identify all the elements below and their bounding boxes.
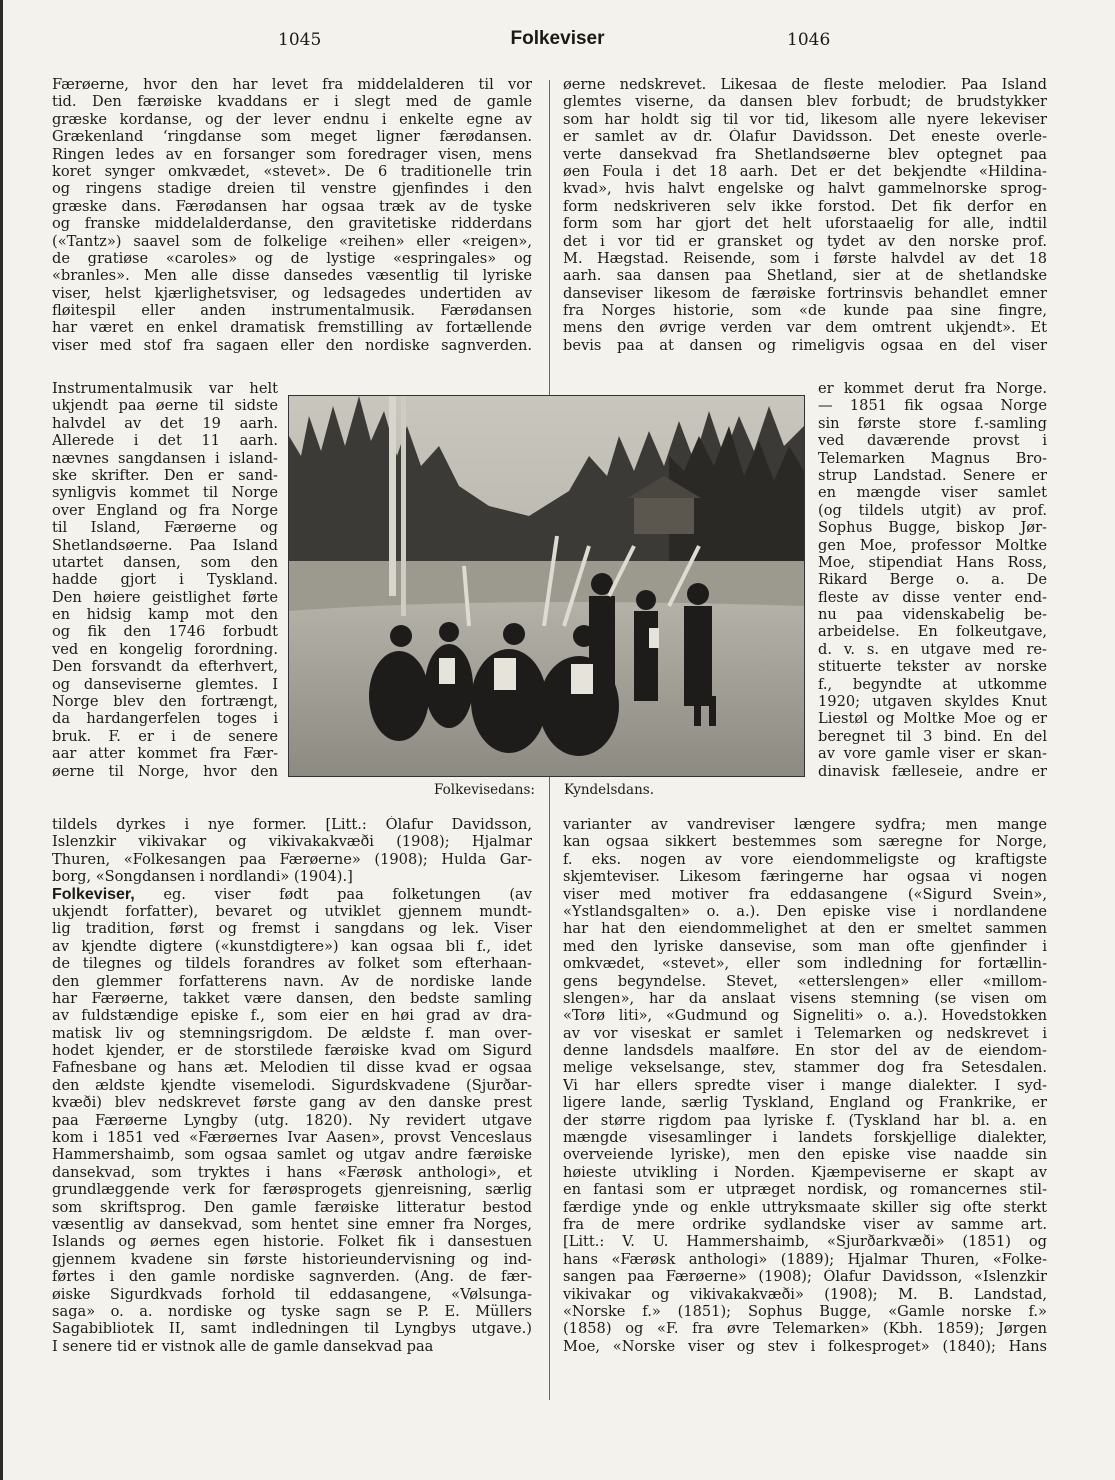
text-line: f., begyndte at utkomme [818,675,1047,693]
text-line: mens den øvrige verden var dem omtrent ukjendt». Et [563,319,1047,337]
text-line: hodet kjender, er de storstilede færøiske kvad om Sigurd [52,1042,532,1060]
text-line: av kjendte digtere («kunstdigtere») kan ogsaa bli f., idet [52,937,532,955]
text-line: Thuren, «Folkesangen paa Færøerne» (1908); Hulda Gar- [52,850,532,868]
text-line: koret synger omkvædet, «stevet». De 6 traditionelle trin [52,162,532,180]
text-line: denne landsdels maalføre. En stor del av de eiendom- [563,1042,1047,1060]
text-line: arbeidelse. En folkeutgave, [818,623,1047,641]
text-line: væsentlig av dansekvad, som hentet sine emner fra Norges, [52,1215,532,1233]
text-line: ved daværende provst i [818,432,1047,450]
figure-caption-left: Folkevisedans: [434,782,535,798]
text-line: det i vor tid er gransket og tydet av den norske prof. [563,232,1047,250]
text-line: fra de mere ordrike sydlandske viser av samme art. [563,1215,1047,1233]
text-line: har hat den eiendommelighet at den er smeltet sammen [563,920,1047,938]
text-line: og ringens stadige dreien til venstre gjenfindes i den [52,180,532,198]
text-line: («Tantz») saavel som de folkelige «reihen» eller «reigen», [52,232,532,250]
text-line: den ældste kjendte visemelodi. Sigurdskvadene (Sjurðar- [52,1076,532,1094]
text-line: Ringen ledes av en forsanger som foredrager visen, mens [52,145,532,163]
text-line: mængde visesamlinger i landets forskjellige dialekter, [563,1129,1047,1147]
text-line: (og tildels utgit) av prof. [818,501,1047,519]
text-line: øiske Sigurdkvads forhold til eddasangene, «Vølsunga- [52,1285,532,1303]
text-line: tildels dyrkes i nye former. [Litt.: Ólafur Davidsson, [52,816,532,833]
text-line: over England og fra Norge [52,501,278,519]
text-line: viser med motiver fra eddasangene («Sigurd Svein», [563,885,1047,903]
text-line: strup Landstad. Senere er [818,466,1047,484]
text-line: øen Foula i det 18 aarh. Det er det bekjendte «Hildina- [563,162,1047,180]
text-line: en mængde viser samlet [818,484,1047,502]
text-line: som har holdt sig til vor tid, likesom alle nyere lekeviser [563,110,1047,128]
text-line: av vore gamle viser er skan- [818,745,1047,763]
text-line: Islenzkir vikivakar og vikivakakvæði (1908); Hjalmar [52,833,532,851]
text-line: verte dansekvad fra Shetlandsøerne blev optegnet paa [563,145,1047,163]
text-line: Den høiere geistlighet førte [52,588,278,606]
text-line: M. Hægstad. Reisende, som i første halvdel av det 18 [563,249,1047,267]
text-line: skjemteviser. Likesom færingerne har ogsaa vi nogen [563,868,1047,886]
right-column-top [563,76,1047,354]
text-line: av vor viseskat er samlet i Telemarken og nedskrevet i [563,1024,1047,1042]
text-line: aar atter kommet fra Fær- [52,745,278,763]
text-line: — 1851 fik ogsaa Norge [818,397,1047,415]
text-line: vikivakar og vikivakakvæði» (1908); M. B. Landstad, [563,1285,1047,1303]
text-line: fra Norges historie, som «de kunde paa sine fingre, [563,302,1047,320]
text-line: de tilegnes og tildels forandres av folket som efterhaan- [52,955,532,973]
text-line: Grækenland ‘ringdanse som meget ligner færødansen. [52,128,532,146]
text-line: matisk liv og stemningsrigdom. De ældste f. man over- [52,1024,532,1042]
text-line: Færøerne, hvor den har levet fra middelalderen til vor [52,76,532,93]
text-line: Fafnesbane og hans æt. Melodien til disse kvad er ogsaa [52,1059,532,1077]
text-line: gens begyndelse. Stevet, «etterslengen» eller «millom- [563,972,1047,990]
text-line: sangen paa Færøerne» (1908); Ólafur Davidsson, «Islenzkir [563,1268,1047,1286]
text-line: bevis paa at dansen og rimeligvis ogsaa en del viser [563,336,1047,354]
text-line: 1920; utgaven skyldes Knut [818,693,1047,711]
text-line: ukjendt forfatter), bevaret og utviklet gjennem mundt- [52,902,532,920]
text-line: form nedskriveren selv ikke forstod. Det fik derfor en [563,197,1047,215]
text-line: har Færøerne, takket være dansen, den bedste samling [52,989,532,1007]
text-line: og danseviserne glemtes. I [52,675,278,693]
text-line: melige vekselsange, stev, stammer dog fra Setesdalen. [563,1059,1047,1077]
text-line: Rikard Berge o. a. De [818,571,1047,589]
text-line: hadde gjort i Tyskland. [52,571,278,589]
text-line: øerne til Norge, hvor den [52,762,278,780]
text-line: Den forsvandt da efterhvert, [52,658,278,676]
text-line: beregnet til 3 bind. En del [818,727,1047,745]
text-line: «Norske f.» (1851); Sophus Bugge, «Gamle norske f.» [563,1302,1047,1320]
text-line: kvæði) blev nedskrevet første gang av den danske prest [52,1094,532,1112]
folk-dance-photograph [288,395,805,777]
running-title: Folkeviser [510,28,605,49]
text-line: bruk. F. er i de senere [52,727,278,745]
text-line: av fuldstændige episke f., som eier en høi grad av dra- [52,1007,532,1025]
text-line: viser med stof fra sagaen eller den nordiske sagnverden. [52,336,532,354]
text-line: Shetlandsøerne. Paa Island [52,536,278,554]
text-line: da hardangerfelen toges i [52,710,278,728]
text-line: borg, «Songdansen i nordlandi» (1904).] [52,868,353,886]
text-line: varianter av vandreviser længere sydfra; men mange [563,816,1047,833]
text-line: d. v. s. en utgave med re- [818,640,1047,658]
text-line: [Litt.: V. U. Hammershaimb, «Sjurðarkvæði» (1851) og [563,1233,1047,1251]
text-line: med den lyriske dansevise, som man ofte gjenfinder i [563,937,1047,955]
text-line: færdige ynde og enkle uttryksmaate skiller sig ofte sterkt [563,1198,1047,1216]
text-line: dinavisk fælleseie, andre er [818,762,1047,780]
text-line: øerne nedskrevet. Likesaa de fleste melodier. Paa Island [563,76,1047,93]
text-line: «branles». Men alle disse dansedes væsentlig til lyriske [52,267,532,285]
text-line: overveiende lyriske), men den episke vise naadde sin [563,1146,1047,1164]
entry-headword-rest: eg. viser født paa folketungen (av [163,885,532,903]
text-line: viser, helst kjærlighetsviser, og ledsagedes undertiden av [52,284,532,302]
left-column-bottom [52,816,532,1355]
text-line: de gratiøse «caroles» og de lystige «espringales» og [52,249,532,267]
text-line: paa Færøerne Lyngby (utg. 1820). Ny revidert utgave [52,1111,532,1129]
text-line: fløitespil eller anden instrumentalmusik. Færødansen [52,302,532,320]
text-line: Sophus Bugge, biskop Jør- [818,519,1047,537]
text-line: ske skrifter. Den er sand- [52,466,278,484]
text-line: lig tradition, først og fremst i sangdans og lek. Viser [52,920,532,938]
text-line: ukjendt paa øerne til sidste [52,397,278,415]
page-binding-edge [0,0,3,1480]
text-line: en fantasi som er utpræget nordisk, og romancernes stil- [563,1181,1047,1199]
text-line: der større rigdom paa lyriske f. (Tyskland har bl. a. en [563,1111,1047,1129]
text-line: Norge blev den fortrængt, [52,693,278,711]
text-line: Liestøl og Moltke Moe og er [818,710,1047,728]
text-line: Vi har ellers spredte viser i mange dialekter. I syd- [563,1076,1047,1094]
text-line: grundlæggende verk for færøsprogets gjenreisning, særlig [52,1181,532,1199]
text-line: Instrumentalmusik var helt [52,380,278,397]
text-line: «Ystlandsgalten» o. a.). Den episke vise i nordlandene [563,902,1047,920]
text-line: halvdel av det 19 aarh. [52,414,278,432]
text-line: den glemmer forfatterens navn. Av de nordiske lande [52,972,532,990]
entry-headword: Folkeviser, [52,885,135,903]
text-line: «Torø liti», «Gudmund og Signeliti» o. a.). Hovedstokken [563,1007,1047,1025]
text-line: (1858) og «F. fra øvre Telemarken» (Kbh. 1859); Jørgen [563,1320,1047,1338]
text-line: saga» o. a. nordiske og tyske sagn se P. E. Müllers [52,1302,532,1320]
text-line: I senere tid er vistnok alle de gamle dansekvad paa [52,1337,434,1355]
left-column-top [52,76,532,354]
text-line: til Island, Færøerne og [52,519,278,537]
text-line: utartet dansen, som den [52,553,278,571]
text-line: Allerede i det 11 aarh. [52,432,278,450]
text-line: ved en kongelig forordning. [52,640,278,658]
text-line: gen Moe, professor Moltke [818,536,1047,554]
page-number-left: 1045 [278,30,322,50]
figure-caption-right: Kyndelsdans. [564,782,655,798]
text-line: danseviser likesom de færøiske fortrinsvis behandlet emner [563,284,1047,302]
text-line: græske dans. Færødansen har ogsaa træk av de tyske [52,197,532,215]
text-line: kvad», hvis halvt engelske og halvt gammelnorske sprog- [563,180,1047,198]
entry-headword-line [52,886,532,903]
text-line: stituerte tekster av norske [818,658,1047,676]
text-line: Sagabibliotek II, samt indledningen til Lyngbys utgave.) [52,1320,532,1338]
text-line: ligere lande, særlig Tyskland, England og Frankrike, er [563,1094,1047,1112]
text-line: kan ogsaa sikkert bestemmes som særegne for Norge, [563,833,1047,851]
text-line: høieste utvikling i Norden. Kjæmpeviserne er skapt av [563,1163,1047,1181]
right-column-bottom [563,816,1047,1355]
text-line: omkvædet, «stevet», eller som indledning for fortællin- [563,955,1047,973]
right-column-wrap [818,380,1047,780]
text-line: som skriftsprog. Den gamle færøiske litteratur bestod [52,1198,532,1216]
text-line: og fik den 1746 forbudt [52,623,278,641]
text-line: Telemarken Magnus Bro- [818,449,1047,467]
text-line: Moe, «Norske viser og stev i folkesproget» (1840); Hans [563,1337,1047,1355]
text-line: nu paa videnskabelig be- [818,606,1047,624]
text-line: har været en enkel dramatisk fremstilling av fortællende [52,319,532,337]
text-line: græske kordanse, og der lever endnu i enkelte egne av [52,110,532,128]
text-line: synligvis kommet til Norge [52,484,278,502]
text-line: en hidsig kamp mot den [52,606,278,624]
text-line: Islands og øernes egen historie. Folket fik i dansestuen [52,1233,532,1251]
text-line: kom i 1851 ved «Færøernes Ivar Aasen», provst Venceslaus [52,1129,532,1147]
text-line: og franske middelalderdanse, den gravitetiske ridderdans [52,215,532,233]
text-line: fleste av disse venter end- [818,588,1047,606]
text-line: hans «Færøsk anthologi» (1889); Hjalmar Thuren, «Folke- [563,1250,1047,1268]
text-line: form som har gjort det helt uforstaaelig for alle, indtil [563,215,1047,233]
text-line: er samlet av dr. Ólafur Davidsson. Det eneste overle- [563,128,1047,146]
text-line: aarh. saa dansen paa Shetland, sier at de shetlandske [563,267,1047,285]
text-line: nævnes sangdansen i island- [52,449,278,467]
text-line: tid. Den færøiske kvaddans er i slegt med de gamle [52,93,532,111]
text-line: førtes i den gamle nordiske sagnverden. (Ang. de fær- [52,1268,532,1286]
text-line: er kommet derut fra Norge. [818,380,1047,397]
text-line: slengen», har da anslaat visens stemning (se visen om [563,989,1047,1007]
text-line: Hammershaimb, som ogsaa samlet og utgav andre færøiske [52,1146,532,1164]
text-line: Moe, stipendiat Hans Ross, [818,553,1047,571]
text-line: dansekvad, som tryktes i hans «Færøsk anthologi», et [52,1163,532,1181]
page-number-right: 1046 [787,30,831,50]
text-line: f. eks. nogen av vore eiendommeligste og kraftigste [563,850,1047,868]
text-line: sin første store f.-samling [818,414,1047,432]
left-column-wrap [52,380,278,780]
text-line: glemtes viserne, da dansen blev forbudt; de brudstykker [563,93,1047,111]
text-line: gjennem kvadene sin første historieundervisning og ind- [52,1250,532,1268]
